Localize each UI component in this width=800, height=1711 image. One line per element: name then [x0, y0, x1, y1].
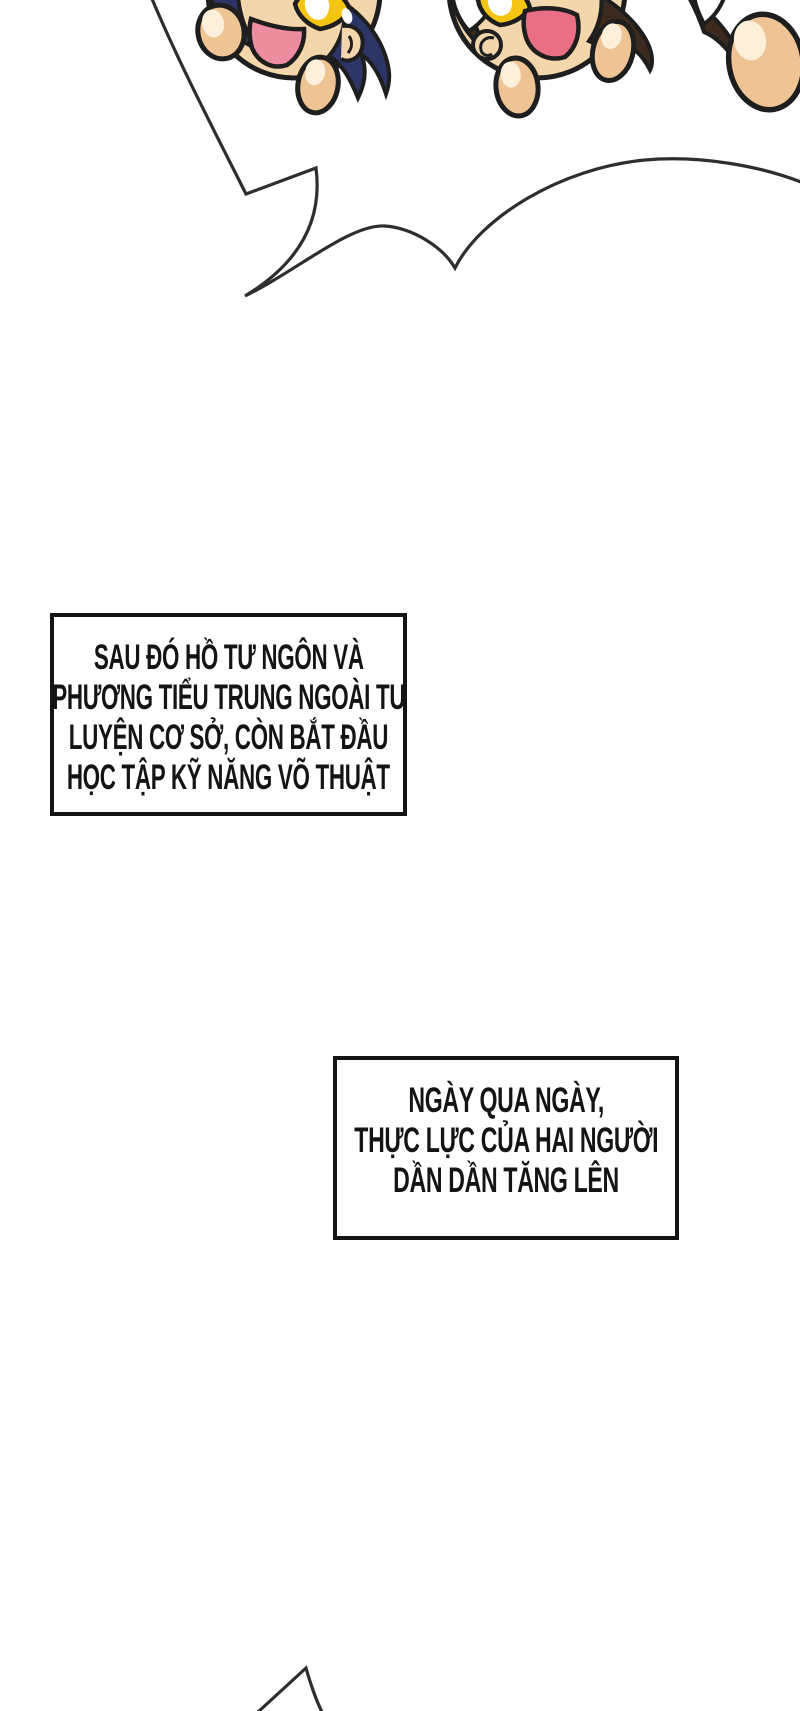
open-mouth	[524, 8, 579, 58]
narration-box-2	[333, 1056, 679, 1240]
narration-box-1	[50, 613, 407, 816]
fist-far-right	[721, 8, 800, 115]
bubble-tail-tip	[258, 1668, 322, 1711]
narration-line: PHƯƠNG TIỂU TRUNG NGOÀI TU	[52, 677, 405, 717]
narration-line: HỌC TẬP KỸ NĂNG VÕ THUẬT	[67, 757, 390, 797]
character-headband-boy	[449, 0, 800, 118]
narration-line: SAU ĐÓ HỒ TƯ NGÔN VÀ	[93, 637, 364, 677]
character-blue-hair-boy	[193, 0, 389, 116]
narration-line: LUYỆN CƠ SỞ, CÒN BẮT ĐẦU	[68, 717, 389, 757]
narration-line: DẦN DẦN TĂNG LÊN	[393, 1161, 619, 1200]
narration-line: THỰC LỰC CỦA HAI NGƯỜI	[354, 1121, 658, 1160]
narration-line: NGÀY QUA NGÀY,	[408, 1081, 604, 1120]
